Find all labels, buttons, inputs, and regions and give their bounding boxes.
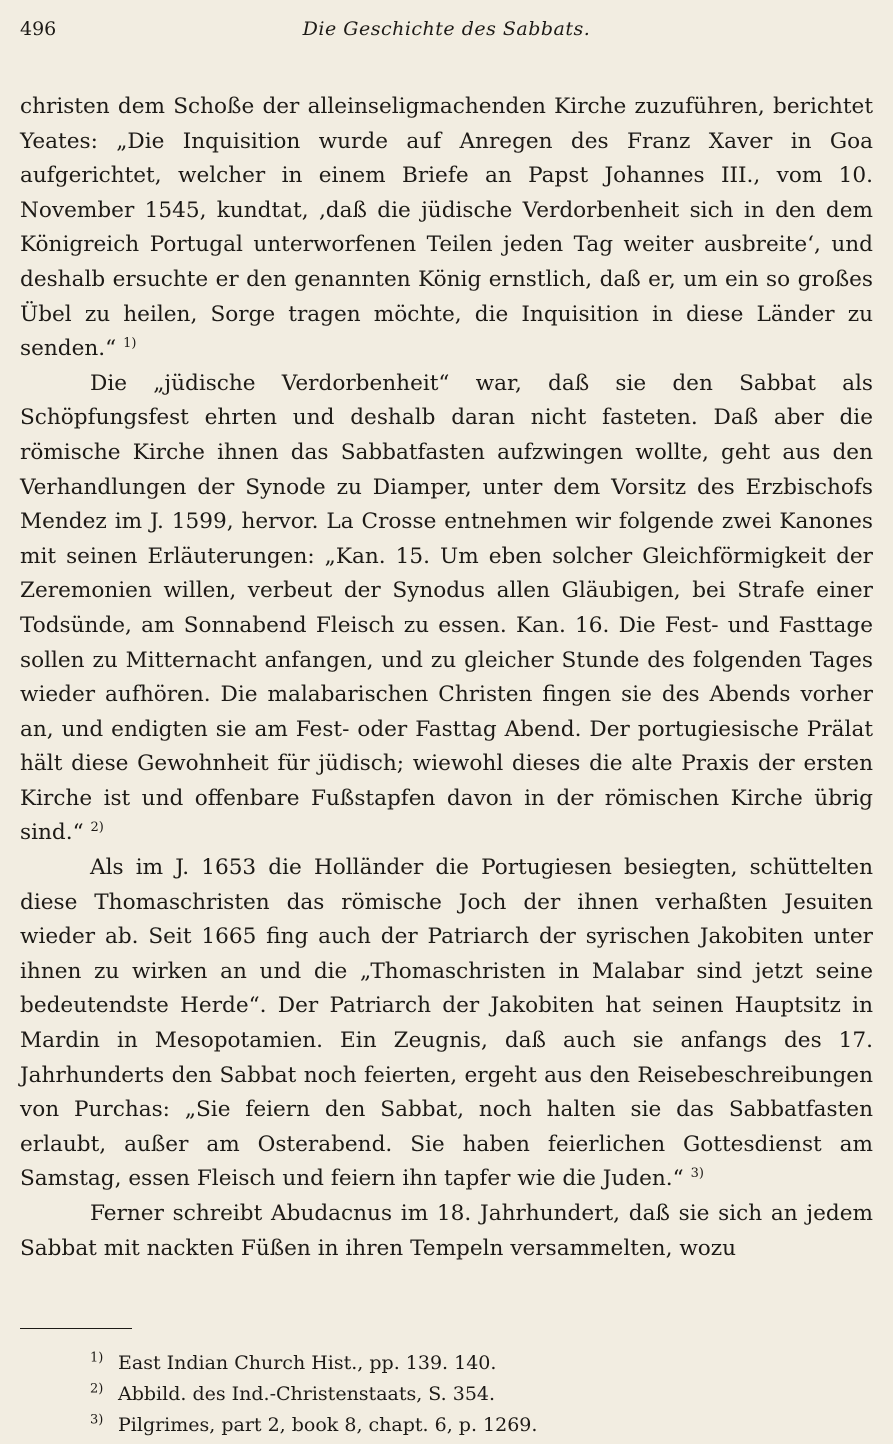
footnote <box>90 1410 850 1441</box>
paragraph-text: christen dem Schoße der alleinseligmachenden Kirche zuzuführen, berichtet Yeates: „Die Inquisition wurde auf Anregen des Franz Xaver in Goa aufgerichtet, welcher in einem Briefe an Papst Johannes III., vom 10. November 1545, kundtat, ‚daß die jüdische Verdorbenheit sich in den dem Königreich Portugal unterworfenen Teilen jeden Tag weiter ausbreite‘, und deshalb ersuchte er den genannten König ernstlich, daß er, um ein so großes Übel zu heilen, Sorge tragen möchte, die Inquisition in diese Länder zu senden.“ <box>20 94 873 362</box>
footnote-ref: 1) <box>123 335 137 351</box>
paragraph <box>20 90 873 367</box>
footnote-ref: 2) <box>90 820 104 836</box>
paragraph-text: Als im J. 1653 die Holländer die Portugiesen besiegten, schüttelten diese Thomaschristen das römische Joch der ihnen verhaßten Jesuiten wieder ab. Seit 1665 fing auch der Patriarch der syrischen Jakobiten unter ihnen zu wirken an und die „Thomaschristen in Malabar sind jetzt seine bedeutendste Herde“. Der Patriarch der Jakobiten hat seinen Hauptsitz in Mardin in Mesopotamien. Ein Zeugnis, daß auch sie anfangs des 17. Jahrhunderts den Sabbat noch feierten, ergeht aus den Reisebeschreibungen von Purchas: „Sie feiern den Sabbat, noch halten sie das Sabbatfasten erlaubt, außer am Osterabend. Sie haben feierlichen Gottesdienst am Samstag, essen Fleisch und feiern ihn tapfer wie die Juden.“ <box>20 855 873 1192</box>
paragraph-text: Die „jüdische Verdorbenheit“ war, daß sie den Sabbat als Schöpfungsfest ehrten und deshalb daran nicht fasteten. Daß aber die römische Kirche ihnen das Sabbatfasten aufzwingen wollte, geht aus den Verhandlungen der Synode zu Diamper, unter dem Vorsitz des Erzbischofs Mendez im J. 1599, hervor. La Crosse entnehmen wir folgende zwei Kanones mit seinen Erläuterungen: „Kan. 15. Um eben solcher Gleichförmigkeit der Zeremonien willen, verbeut der Synodus allen Gläubigen, bei Strafe einer Todsünde, am Sonnabend Fleisch zu essen. Kan. 16. Die Fest- und Fasttage sollen zu Mitternacht anfangen, und zu gleicher Stunde des folgenden Tages wieder aufhören. Die malabarischen Christen fingen sie des Abends vorher an, und endigten sie am Fest- oder Fasttag Abend. Der portugiesische Prälat hält diese Gewohnheit für jüdisch; wiewohl dieses die alte Praxis der ersten Kirche ist und offenbare Fußstapfen davon in der römischen Kirche übrig sind.“ <box>20 370 873 846</box>
page-number: 496 <box>20 18 57 40</box>
footnote-text: Pilgrimes, part 2, book 8, chapt. 6, p. 1269. <box>118 1414 538 1436</box>
footnote-divider <box>20 1328 132 1329</box>
paragraph <box>20 851 873 1197</box>
footnote-mark: 2) <box>90 1381 104 1397</box>
page-header <box>20 18 873 52</box>
footnotes <box>90 1348 850 1441</box>
running-head: Die Geschichte des Sabbats. <box>302 18 591 40</box>
footnote-text: East Indian Church Hist., pp. 139. 140. <box>118 1352 497 1374</box>
footnote <box>90 1379 850 1410</box>
footnote-text: Abbild. des Ind.-Christenstaats, S. 354. <box>118 1383 496 1405</box>
footnote-mark: 1) <box>90 1350 104 1366</box>
footnote <box>90 1348 850 1379</box>
paragraph-text: Ferner schreibt Abudacnus im 18. Jahrhundert, daß sie sich an jedem Sabbat mit nackten Füßen in ihren Tempeln versammelten, wozu <box>20 1201 873 1261</box>
body-text <box>20 90 873 1266</box>
paragraph <box>20 367 873 851</box>
footnote-mark: 3) <box>90 1412 104 1428</box>
paragraph <box>20 1197 873 1266</box>
footnote-ref: 3) <box>690 1166 704 1182</box>
